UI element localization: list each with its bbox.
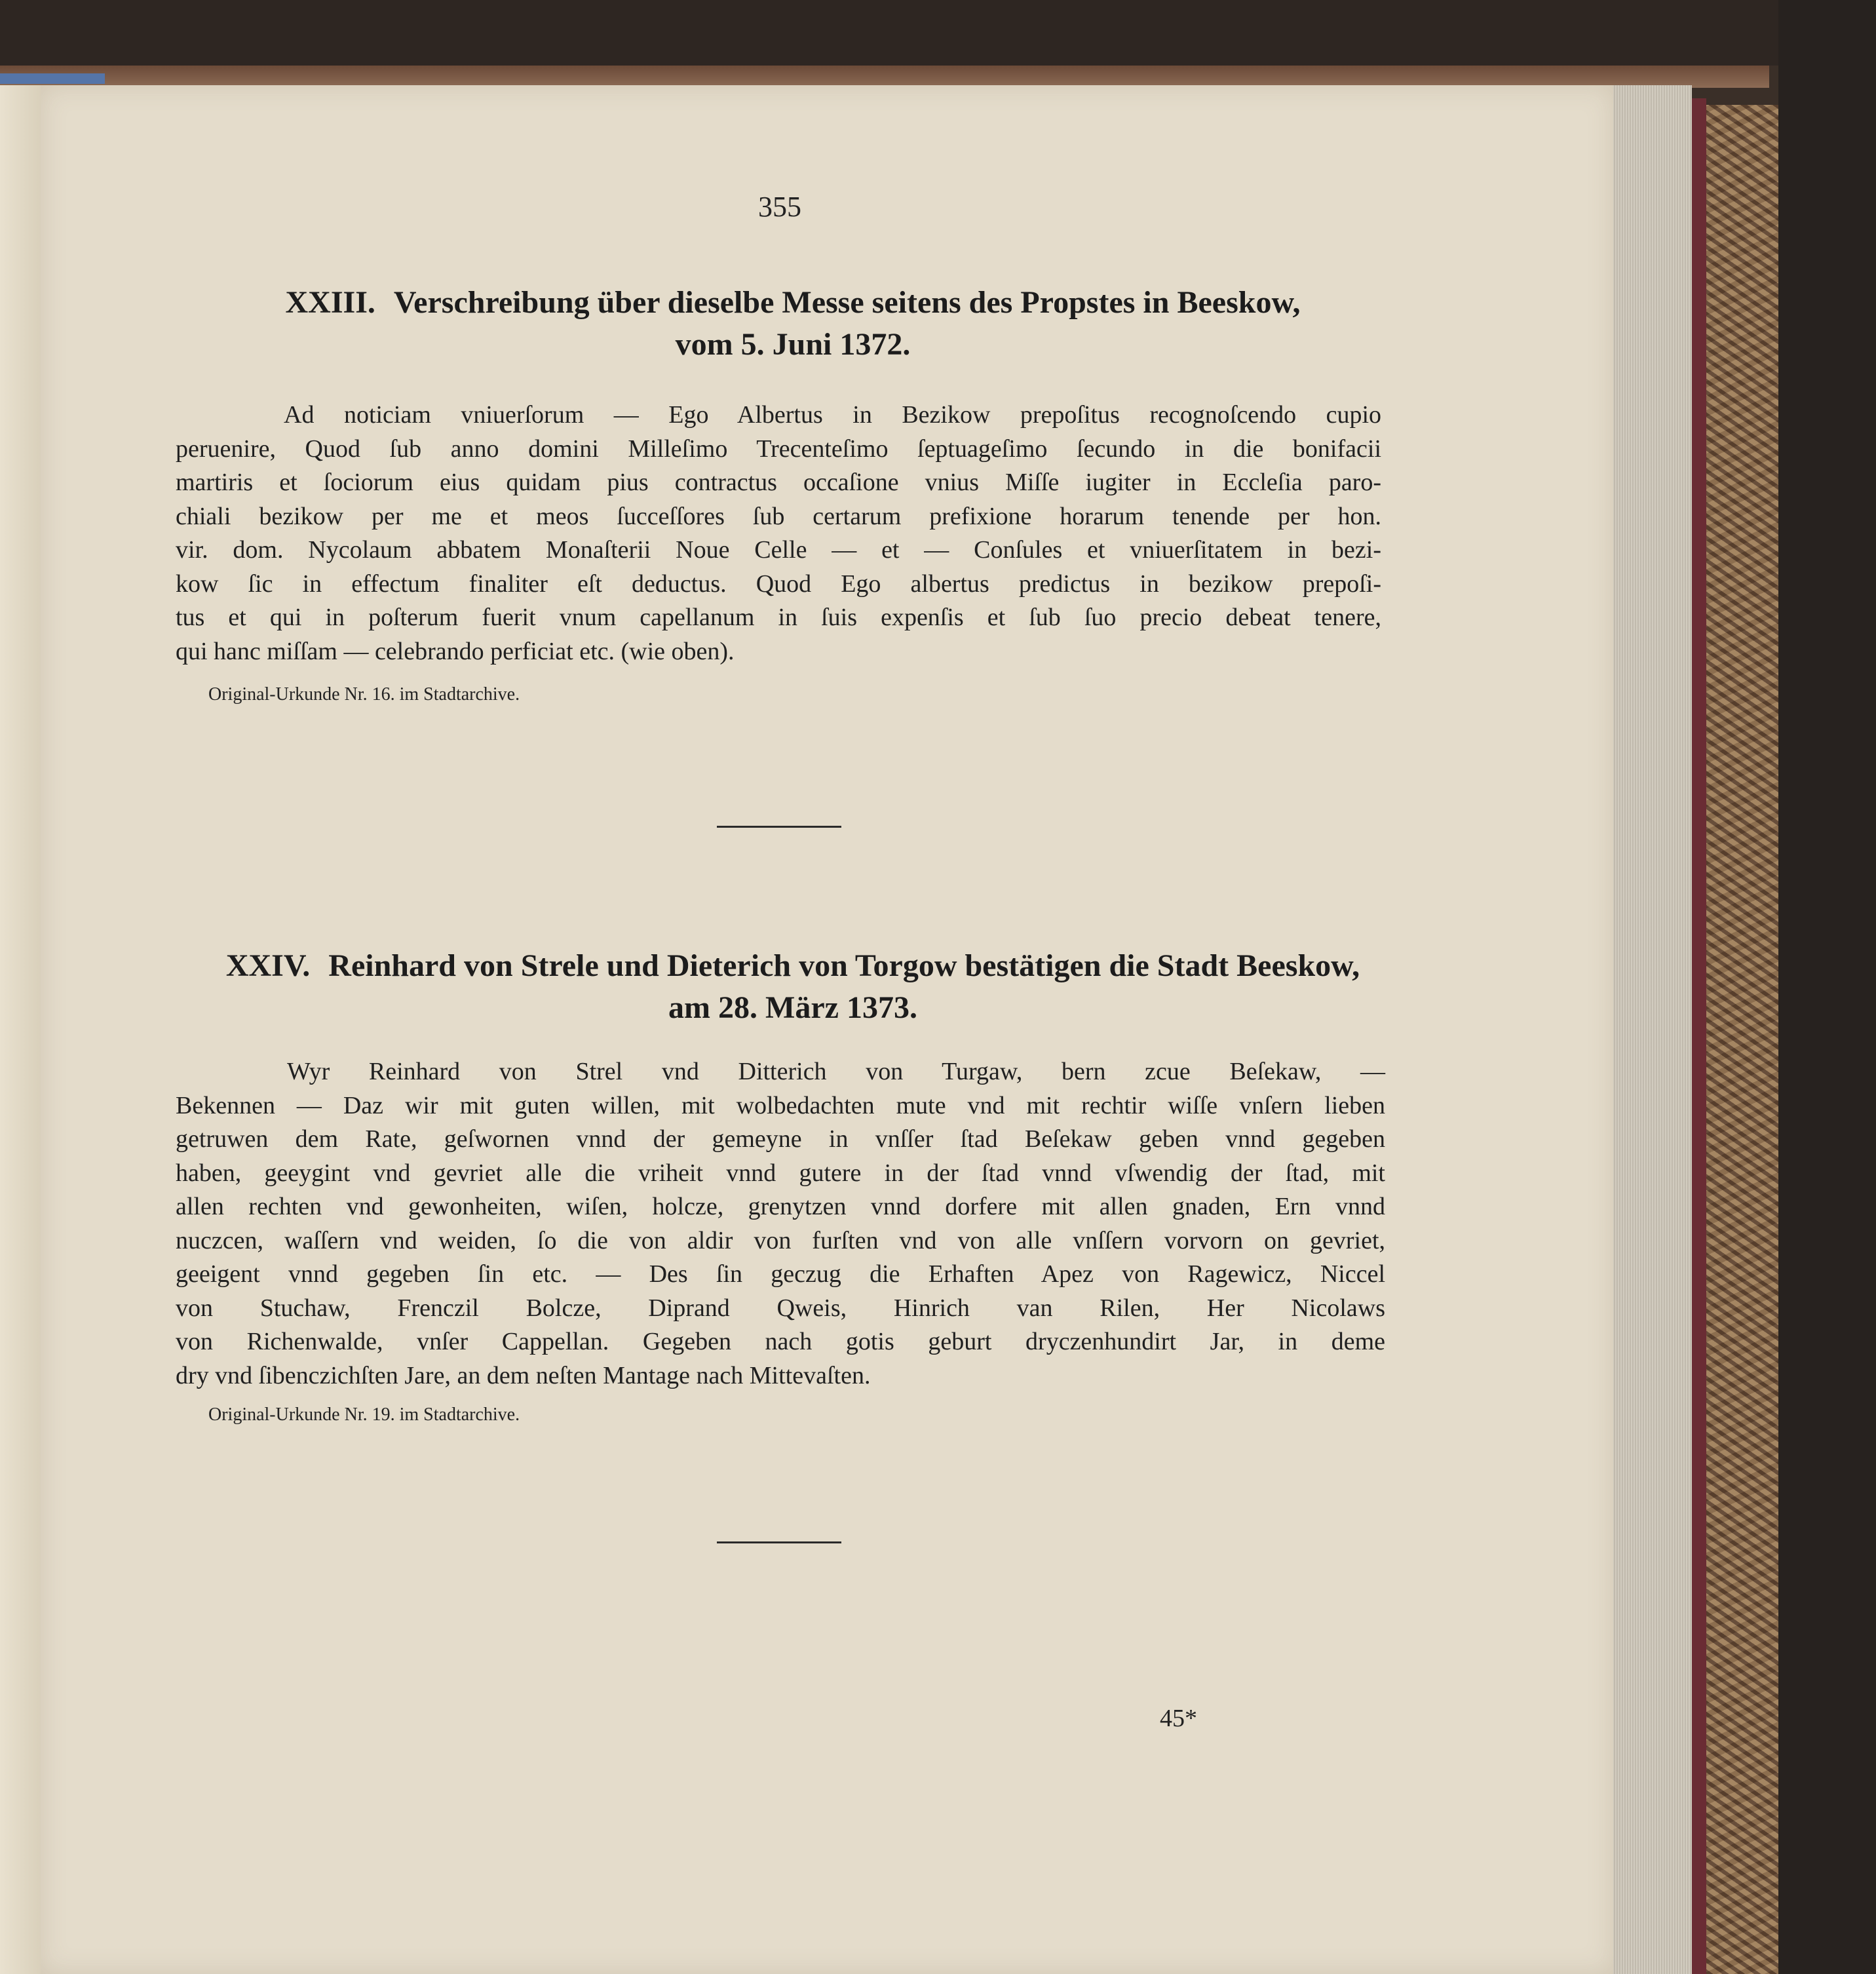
section-heading-xxiv bbox=[216, 945, 1369, 1029]
text-line: getruwen dem Rate, geſwornen vnnd der gemeyne in vnſſer ſtad Beſekaw geben vnnd gegeben bbox=[176, 1125, 1385, 1153]
text-line: von Richenwalde, vnſer Cappellan. Gegeben nach gotis geburt dryczenhundirt Jar, in deme bbox=[176, 1328, 1385, 1355]
text-line: vir. dom. Nycolaum abbatem Monaſterii Noue Celle — et — Conſules et vniuerſitatem in bezi- bbox=[176, 536, 1381, 564]
text-line: nuczcen, waſſern vnd weiden, ſo die von aldir von furſten vnd von alle vnſſern vorvorn on gevriet, bbox=[176, 1226, 1385, 1254]
signature-mark: 45* bbox=[1160, 1705, 1197, 1732]
text-line: haben, geeygint vnd gevriet alle die vriheit vnnd gutere in der ſtad vnnd vſwendig der ſtad, mit bbox=[176, 1159, 1385, 1187]
background-top bbox=[0, 0, 1778, 66]
page-number: 355 bbox=[758, 191, 801, 223]
cover-spine bbox=[1692, 98, 1706, 1974]
section-number: XXIII. bbox=[285, 285, 375, 320]
text-line: peruenire, Quod ſub anno domini Milleſimo Trecenteſimo ſeptuageſimo ſecundo in die bonifacii bbox=[176, 435, 1381, 463]
text-line: geeigent vnnd gegeben ſin etc. — Des ſin geczug die Erhaften Apez von Ragewicz, Niccel bbox=[176, 1260, 1385, 1288]
section-title-line2: vom 5. Juni 1372. bbox=[675, 327, 911, 362]
text-line: dry vnd ſibenczichſten Jare, an dem neſten Mantage nach Mittevaſten. bbox=[176, 1361, 871, 1389]
source-note: Original-Urkunde Nr. 19. im Stadtarchive. bbox=[208, 1404, 520, 1425]
text-line: von Stuchaw, Frenczil Bolcze, Diprand Qweis, Hinrich van Rilen, Her Nicolaws bbox=[176, 1294, 1385, 1322]
text-line: allen rechten vnd gewonheiten, wiſen, holcze, grenytzen vnnd dorfere mit allen gnaden, Ern vnnd bbox=[176, 1193, 1385, 1220]
section-title-line1: Verschreibung über dieselbe Messe seitens des Propstes in Beeskow, bbox=[393, 285, 1301, 320]
text-line: Wyr Reinhard von Strel vnd Ditterich von Turgaw, bern zcue Beſekaw, — bbox=[287, 1058, 1385, 1085]
book-page bbox=[41, 85, 1613, 1974]
text-line: chiali bezikow per me et meos ſucceſſores ſub certarum prefixione horarum tenende per hon. bbox=[176, 502, 1381, 530]
book-binding-left-strip bbox=[0, 73, 105, 84]
text-line: kow ſic in effectum finaliter eſt deductus. Quod Ego albertus predictus in bezikow prepoſi- bbox=[176, 570, 1381, 598]
text-line: martiris et ſociorum eius quidam pius contractus occaſione vnius Miſſe iugiter in Eccleſia paro- bbox=[176, 469, 1381, 496]
source-note: Original-Urkunde Nr. 16. im Stadtarchive. bbox=[208, 684, 520, 705]
marbled-cover bbox=[1706, 105, 1778, 1974]
section-title-line1: Reinhard von Strele und Dieterich von Torgow bestätigen die Stadt Beeskow, bbox=[328, 948, 1360, 983]
section-divider bbox=[717, 826, 841, 828]
text-line: Ad noticiam vniuerſorum — Ego Albertus in Bezikow prepoſitus recognoſcendo cupio bbox=[284, 401, 1381, 429]
text-line: Bekennen — Daz wir mit guten willen, mit wolbedachten mute vnd mit rechtir wiſſe vnſern lieben bbox=[176, 1091, 1385, 1119]
left-page-edge bbox=[0, 85, 41, 1974]
background-right bbox=[1778, 0, 1876, 1974]
section-heading-xxiii bbox=[275, 282, 1311, 366]
book-binding-top bbox=[0, 66, 1769, 88]
section-title-line2: am 28. März 1373. bbox=[668, 990, 917, 1025]
page-stack-edge bbox=[1613, 85, 1692, 1974]
section-divider bbox=[717, 1541, 841, 1543]
section-body-xxiv bbox=[176, 1055, 1385, 1393]
text-line: tus et qui in poſterum fuerit vnum capellanum in ſuis expenſis et ſub ſuo precio debeat tenere, bbox=[176, 604, 1381, 631]
section-number: XXIV. bbox=[225, 948, 311, 983]
section-body-xxiii bbox=[176, 398, 1381, 668]
text-line: qui hanc miſſam — celebrando perficiat etc. (wie oben). bbox=[176, 637, 735, 665]
